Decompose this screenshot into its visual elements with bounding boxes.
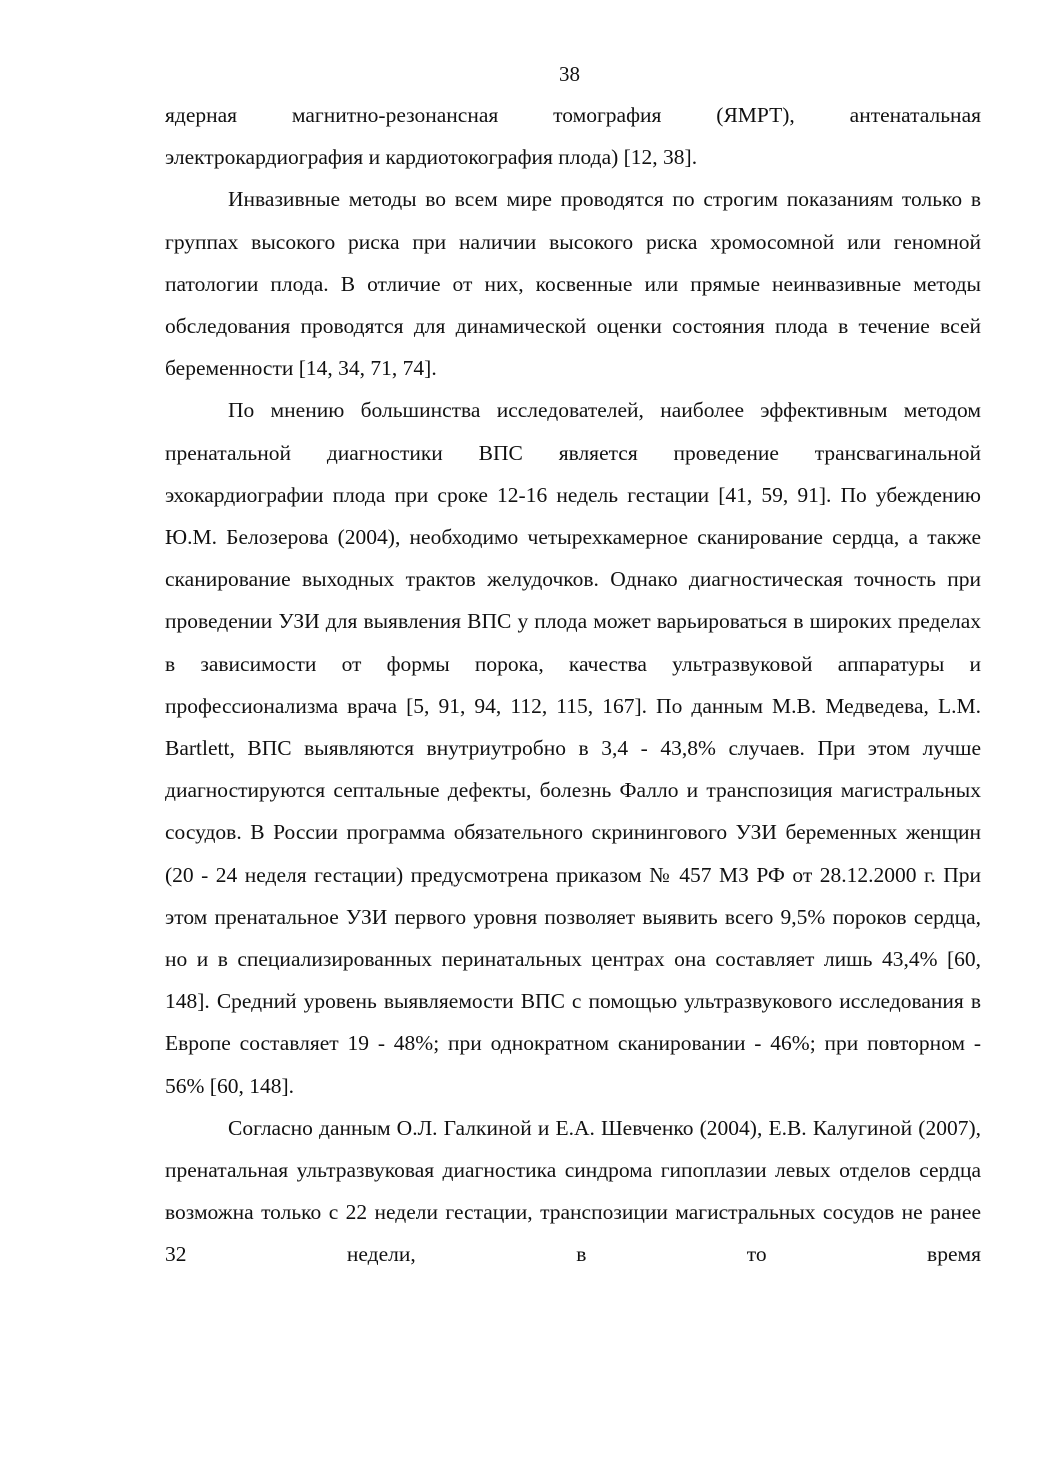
text-line: неинвазивные методы обследования проводятся для динамической оценки bbox=[165, 271, 981, 339]
text-line: методом пренатальной диагностики ВПС является проведение bbox=[165, 398, 981, 465]
text-line: обязательного скринингового УЗИ беременных женщин (20 ‐ 24 неделя bbox=[165, 820, 982, 887]
text-line: однократном сканировании ‐ 46%; при повторном ‐ 56% [60, 148]. bbox=[165, 1031, 982, 1098]
text-line: лишь 43,4% [60, 148]. Средний уровень выявляемости ВПС с помощью bbox=[165, 947, 982, 1014]
text-line: По мнению большинства исследователей, наиболее эффективным bbox=[228, 398, 888, 423]
text-line: четырехкамерное сканирование сердца, а также сканирование выходных bbox=[165, 525, 981, 592]
text-line: [41, 59, 91]. По убеждению Ю.М. Белозерова (2004), необходимо bbox=[165, 482, 981, 550]
paragraph bbox=[165, 178, 981, 389]
text-line: или геномной патологии плода. В отличие от них, косвенные или прямые bbox=[165, 229, 981, 296]
text-line: электрокардиография и кардиотокография плода) [12, 38]. bbox=[165, 145, 698, 170]
paragraph bbox=[165, 389, 981, 1106]
text-line: гипоплазии левых отделов сердца возможна только с 22 недели гестации, bbox=[165, 1158, 981, 1225]
text-line: трактов желудочков. Однако диагностическая точность при проведении УЗИ bbox=[165, 567, 981, 634]
body-text bbox=[165, 94, 981, 1276]
text-line: ядерная магнитно-резонансная томография (ЯМРТ), антенатальная bbox=[165, 103, 981, 127]
text-line: случаев. При этом лучше диагностируются септальные дефекты, болезнь bbox=[165, 736, 982, 803]
text-line: Фалло и транспозиция магистральных сосудов. В России программа bbox=[165, 778, 981, 845]
text-line: трансвагинальной эхокардиографии плода при сроке 12-16 недель гестации bbox=[165, 440, 981, 507]
text-line: ультразвукового исследования в Европе составляет 19 ‐ 48%; при bbox=[165, 989, 981, 1056]
paragraph bbox=[165, 94, 981, 178]
text-line: Согласно данным О.Л. Галкиной и Е.А. Шевченко (2004), Е.В. bbox=[228, 1115, 807, 1140]
page-number: 38 bbox=[559, 62, 580, 86]
text-line: зависимости от формы порока, качества ультразвуковой аппаратуры и bbox=[200, 651, 982, 676]
text-line: Медведева, L.M. Bartlett, ВПС выявляются внутриутробно в 3,4 - 43,8% bbox=[165, 693, 981, 761]
text-line: для выявления ВПС у плода может варьироваться в широких пределах в bbox=[165, 609, 981, 676]
paragraph bbox=[165, 1107, 981, 1276]
text-line: Инвазивные методы во всем мире проводятся по строгим показаниям bbox=[228, 187, 894, 212]
text-line: гестации) предусмотрена приказом № 457 МЗ РФ от 28.12.2000 г. При этом bbox=[165, 862, 981, 929]
text-line: только в группах высокого риска при наличии высокого риска хромосомной bbox=[165, 187, 981, 254]
text-line: транспозиции магистральных сосудов не ранее 32 недели, в то время bbox=[165, 1200, 981, 1267]
text-line: сердца, но и в специализированных перинатальных центрах она составляет bbox=[165, 904, 982, 972]
text-line: профессионализма врача [5, 91, 94, 112, 115, 167]. По данным М.В. bbox=[165, 693, 817, 718]
text-line: пренатальное УЗИ первого уровня позволяет выявить всего 9,5% пороков bbox=[214, 904, 907, 929]
text-line: состояния плода в течение всей беременности [14, 34, 71, 74]. bbox=[165, 314, 981, 381]
text-line: Калугиной (2007), пренатальная ультразвуковая диагностика синдрома bbox=[165, 1115, 981, 1183]
